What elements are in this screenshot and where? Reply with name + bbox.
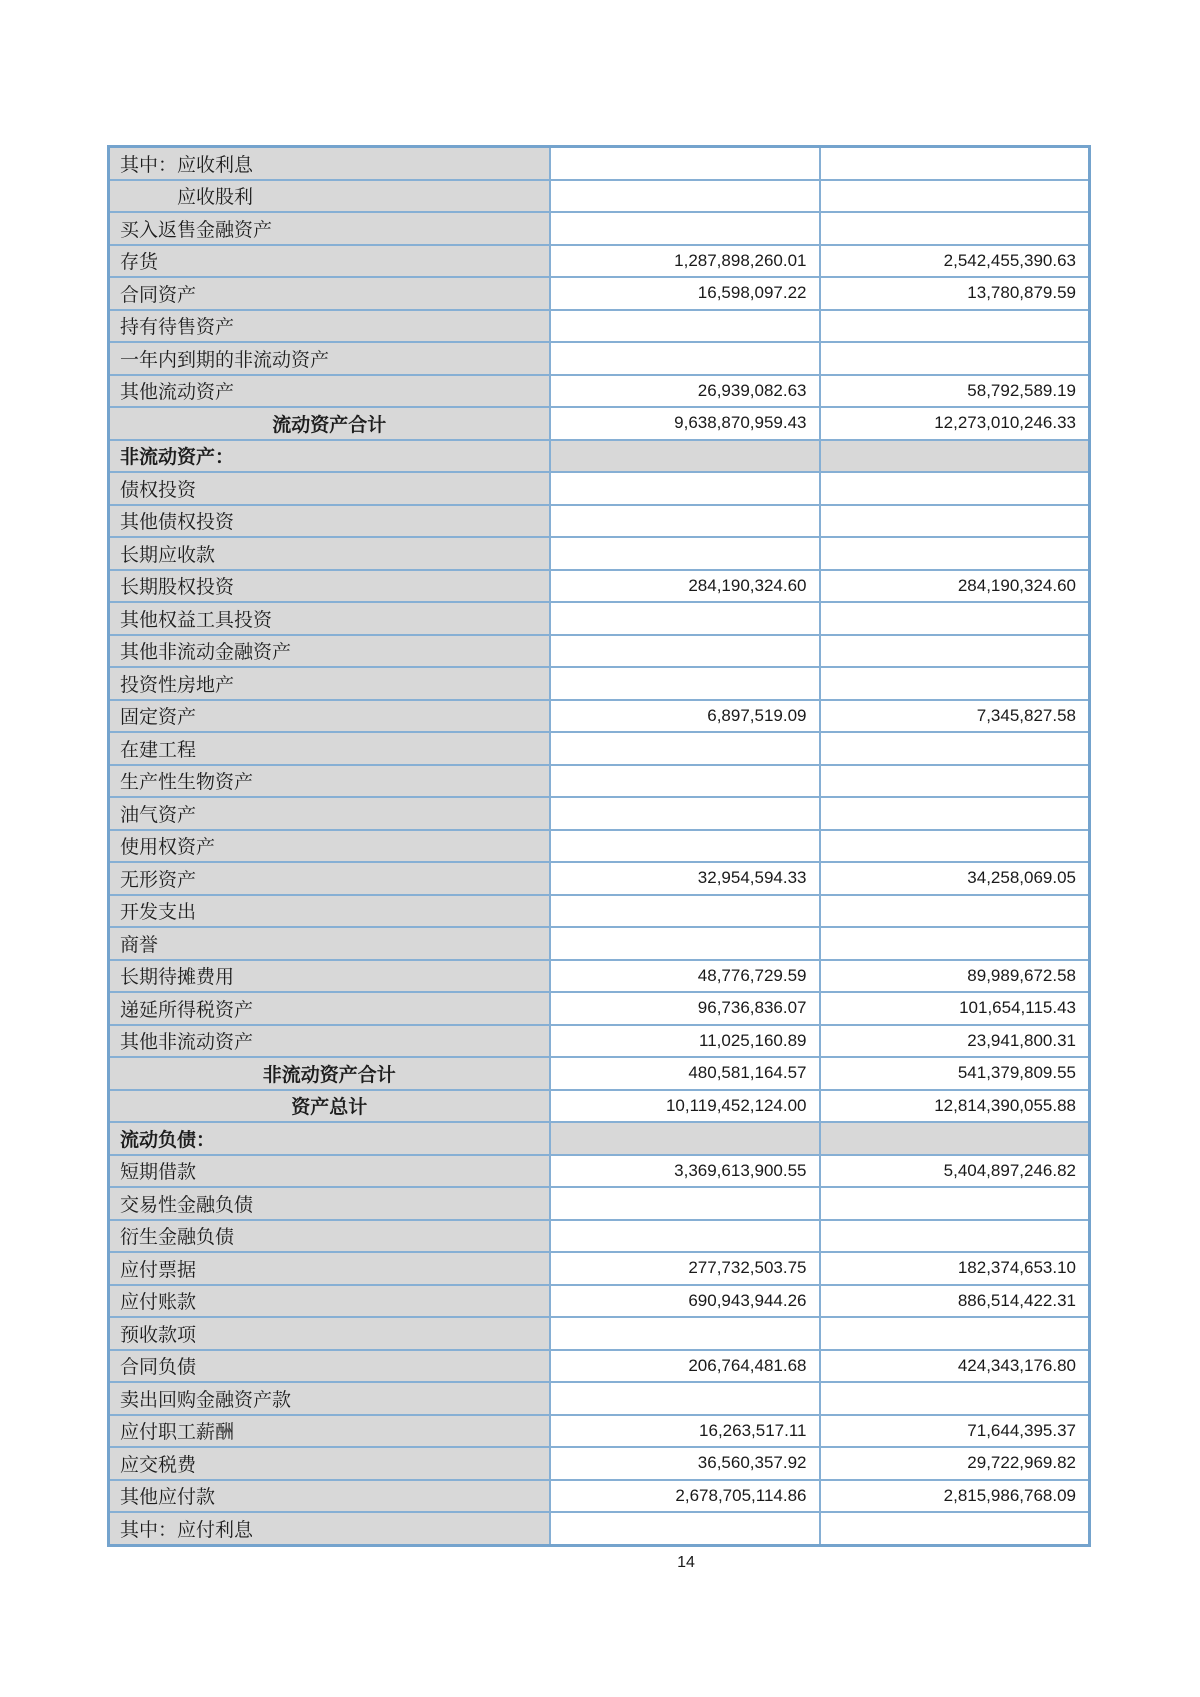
table-row [109, 472, 1090, 505]
value-current: 26,939,082.63 [550, 375, 820, 408]
table-row [109, 1317, 1090, 1350]
value-current [550, 732, 820, 765]
value-previous: 58,792,589.19 [820, 375, 1090, 408]
value-current: 11,025,160.89 [550, 1025, 820, 1058]
account-label: 其他应付款 [109, 1480, 550, 1513]
table-row [109, 1447, 1090, 1480]
table-row [109, 1252, 1090, 1285]
value-current: 96,736,836.07 [550, 992, 820, 1025]
account-label: 买入返售金融资产 [109, 212, 550, 245]
account-label: 应收股利 [109, 180, 550, 213]
account-label: 交易性金融负债 [109, 1187, 550, 1220]
table-row [109, 1512, 1090, 1545]
table-row [109, 147, 1090, 180]
table-row [109, 1057, 1090, 1090]
account-label: 固定资产 [109, 700, 550, 733]
account-label: 其他流动资产 [109, 375, 550, 408]
table-row [109, 310, 1090, 343]
table-row [109, 375, 1090, 408]
value-previous: 284,190,324.60 [820, 570, 1090, 603]
account-label: 其他权益工具投资 [109, 602, 550, 635]
account-label: 流动资产合计 [109, 407, 550, 440]
value-current: 48,776,729.59 [550, 960, 820, 993]
value-previous [820, 797, 1090, 830]
value-current: 3,369,613,900.55 [550, 1155, 820, 1188]
account-label: 应付票据 [109, 1252, 550, 1285]
account-label: 长期应收款 [109, 537, 550, 570]
table-row [109, 212, 1090, 245]
value-current: 2,678,705,114.86 [550, 1480, 820, 1513]
table-row [109, 407, 1090, 440]
value-previous [820, 537, 1090, 570]
account-label: 长期股权投资 [109, 570, 550, 603]
page-number: 14 [677, 1554, 695, 1571]
account-label: 商誉 [109, 927, 550, 960]
account-label: 其中：应收利息 [109, 147, 550, 180]
value-previous [820, 1220, 1090, 1253]
value-current [550, 1382, 820, 1415]
value-previous [820, 1187, 1090, 1220]
account-label: 合同负债 [109, 1350, 550, 1383]
value-previous: 29,722,969.82 [820, 1447, 1090, 1480]
account-label: 应付职工薪酬 [109, 1415, 550, 1448]
value-previous [820, 927, 1090, 960]
value-previous [820, 180, 1090, 213]
table-row [109, 862, 1090, 895]
value-previous: 7,345,827.58 [820, 700, 1090, 733]
table-row [109, 1480, 1090, 1513]
value-previous [820, 310, 1090, 343]
account-label: 卖出回购金融资产款 [109, 1382, 550, 1415]
account-label: 合同资产 [109, 277, 550, 310]
value-current [550, 635, 820, 668]
value-current: 690,943,944.26 [550, 1285, 820, 1318]
table-row [109, 505, 1090, 538]
value-previous: 12,273,010,246.33 [820, 407, 1090, 440]
table-row [109, 992, 1090, 1025]
value-current [550, 797, 820, 830]
value-current [550, 537, 820, 570]
account-label: 短期借款 [109, 1155, 550, 1188]
value-current [550, 310, 820, 343]
value-current: 284,190,324.60 [550, 570, 820, 603]
table-row [109, 797, 1090, 830]
account-label: 衍生金融负债 [109, 1220, 550, 1253]
value-previous [820, 765, 1090, 798]
value-current [550, 180, 820, 213]
value-previous [820, 505, 1090, 538]
value-previous [820, 1122, 1090, 1155]
table-row [109, 1187, 1090, 1220]
value-current [550, 667, 820, 700]
value-previous [820, 1512, 1090, 1545]
table-row [109, 342, 1090, 375]
table-row [109, 277, 1090, 310]
table-row [109, 440, 1090, 473]
account-label: 投资性房地产 [109, 667, 550, 700]
value-current: 9,638,870,959.43 [550, 407, 820, 440]
value-previous: 182,374,653.10 [820, 1252, 1090, 1285]
table-row [109, 602, 1090, 635]
value-current [550, 1220, 820, 1253]
value-current: 480,581,164.57 [550, 1057, 820, 1090]
account-label: 递延所得税资产 [109, 992, 550, 1025]
value-previous: 541,379,809.55 [820, 1057, 1090, 1090]
account-label: 开发支出 [109, 895, 550, 928]
value-previous [820, 147, 1090, 180]
account-label: 长期待摊费用 [109, 960, 550, 993]
value-current [550, 1187, 820, 1220]
value-previous: 2,542,455,390.63 [820, 245, 1090, 278]
value-current [550, 895, 820, 928]
account-label: 资产总计 [109, 1090, 550, 1123]
value-current: 16,598,097.22 [550, 277, 820, 310]
balance-sheet-table [107, 145, 1091, 1547]
table-row [109, 1090, 1090, 1123]
table-row [109, 700, 1090, 733]
account-label: 生产性生物资产 [109, 765, 550, 798]
table-row [109, 895, 1090, 928]
value-current [550, 472, 820, 505]
value-previous [820, 895, 1090, 928]
value-previous: 23,941,800.31 [820, 1025, 1090, 1058]
account-label: 预收款项 [109, 1317, 550, 1350]
account-label: 存货 [109, 245, 550, 278]
value-current [550, 602, 820, 635]
account-label: 持有待售资产 [109, 310, 550, 343]
value-previous: 2,815,986,768.09 [820, 1480, 1090, 1513]
table-row [109, 570, 1090, 603]
table-row [109, 635, 1090, 668]
value-previous: 89,989,672.58 [820, 960, 1090, 993]
value-previous [820, 1382, 1090, 1415]
value-current: 10,119,452,124.00 [550, 1090, 820, 1123]
table-row [109, 1350, 1090, 1383]
value-current: 1,287,898,260.01 [550, 245, 820, 278]
account-label: 无形资产 [109, 862, 550, 895]
value-previous: 13,780,879.59 [820, 277, 1090, 310]
value-previous [820, 472, 1090, 505]
account-label: 应付账款 [109, 1285, 550, 1318]
account-label: 其他债权投资 [109, 505, 550, 538]
value-previous: 101,654,115.43 [820, 992, 1090, 1025]
value-previous [820, 830, 1090, 863]
table-row [109, 765, 1090, 798]
value-current [550, 927, 820, 960]
value-previous [820, 342, 1090, 375]
value-current [550, 212, 820, 245]
table-row [109, 1220, 1090, 1253]
table-row [109, 1025, 1090, 1058]
table-row [109, 1122, 1090, 1155]
value-previous: 5,404,897,246.82 [820, 1155, 1090, 1188]
value-previous [820, 1317, 1090, 1350]
value-current [550, 1122, 820, 1155]
value-current [550, 1512, 820, 1545]
value-current [550, 147, 820, 180]
value-current [550, 1317, 820, 1350]
account-label: 其他非流动资产 [109, 1025, 550, 1058]
table-row [109, 1415, 1090, 1448]
table-row [109, 732, 1090, 765]
value-previous [820, 667, 1090, 700]
value-current: 206,764,481.68 [550, 1350, 820, 1383]
table-row [109, 1382, 1090, 1415]
value-current [550, 342, 820, 375]
value-current: 16,263,517.11 [550, 1415, 820, 1448]
table-row [109, 1285, 1090, 1318]
table-row [109, 960, 1090, 993]
value-current [550, 765, 820, 798]
value-current: 32,954,594.33 [550, 862, 820, 895]
value-previous: 34,258,069.05 [820, 862, 1090, 895]
value-previous [820, 602, 1090, 635]
table-row [109, 927, 1090, 960]
table-row [109, 667, 1090, 700]
value-previous [820, 440, 1090, 473]
account-label: 应交税费 [109, 1447, 550, 1480]
table-row [109, 830, 1090, 863]
value-previous [820, 732, 1090, 765]
account-label: 一年内到期的非流动资产 [109, 342, 550, 375]
value-previous: 12,814,390,055.88 [820, 1090, 1090, 1123]
account-label: 使用权资产 [109, 830, 550, 863]
table-row [109, 1155, 1090, 1188]
value-current: 36,560,357.92 [550, 1447, 820, 1480]
account-label: 在建工程 [109, 732, 550, 765]
table-row [109, 537, 1090, 570]
balance-sheet-body [109, 147, 1090, 1546]
account-label: 债权投资 [109, 472, 550, 505]
value-previous [820, 212, 1090, 245]
account-label: 油气资产 [109, 797, 550, 830]
account-label: 其他非流动金融资产 [109, 635, 550, 668]
account-label: 其中：应付利息 [109, 1512, 550, 1545]
account-label: 非流动资产： [109, 440, 550, 473]
account-label: 流动负债： [109, 1122, 550, 1155]
table-row [109, 180, 1090, 213]
value-previous [820, 635, 1090, 668]
value-previous: 424,343,176.80 [820, 1350, 1090, 1383]
value-current [550, 830, 820, 863]
table-row [109, 245, 1090, 278]
value-previous: 886,514,422.31 [820, 1285, 1090, 1318]
value-current: 6,897,519.09 [550, 700, 820, 733]
account-label: 非流动资产合计 [109, 1057, 550, 1090]
value-current [550, 505, 820, 538]
value-current: 277,732,503.75 [550, 1252, 820, 1285]
value-current [550, 440, 820, 473]
value-previous: 71,644,395.37 [820, 1415, 1090, 1448]
